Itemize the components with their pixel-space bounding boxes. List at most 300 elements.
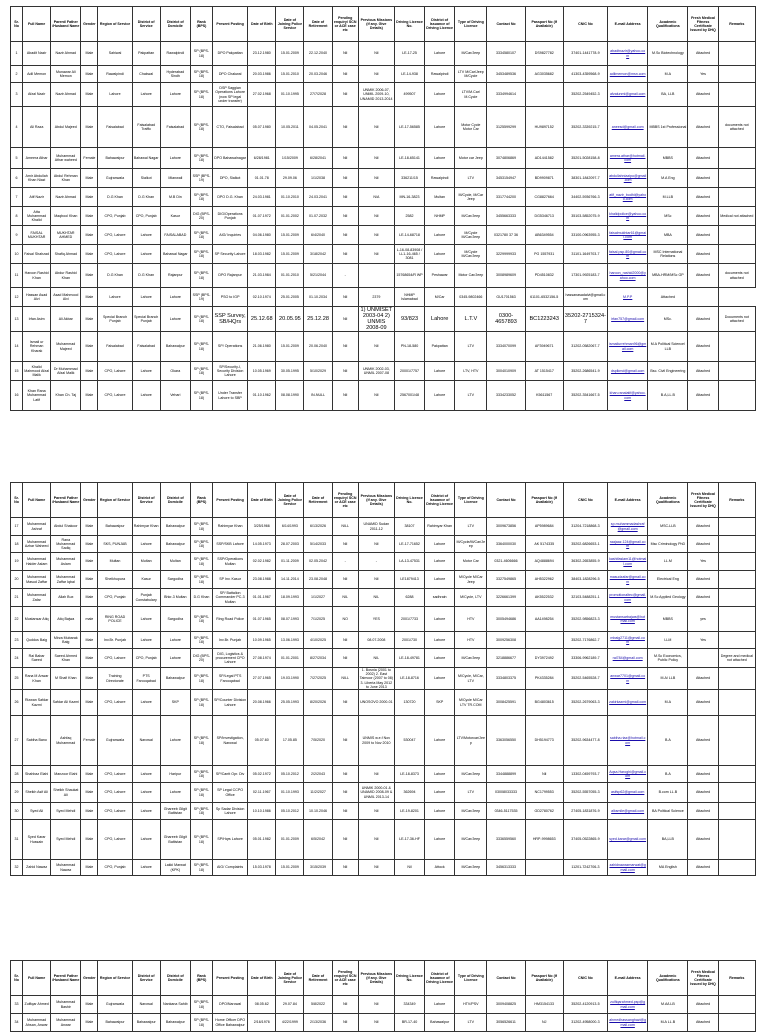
table-cell: 27: [11, 716, 23, 766]
table-cell[interactable]: kashifaslam11@hotmail.com: [608, 553, 648, 571]
table-cell[interactable]: irfan757@gmail.com: [608, 307, 648, 332]
table-cell[interactable]: Aqsa.Haroghi@gmail.com: [608, 766, 648, 783]
table-cell: Nil: [358, 766, 394, 783]
table-cell: Nil: [332, 307, 358, 332]
column-header: Pending enquiry/ SCN or ACE case etc: [332, 483, 358, 518]
table-cell: 35201-5028158-8: [563, 148, 607, 169]
table-cell: AK5522532: [525, 589, 563, 607]
table-cell: [718, 766, 755, 783]
table-cell: 3125599299: [487, 107, 525, 148]
table-cell: 29.09.06: [276, 169, 304, 188]
table-row: [11, 332, 756, 362]
column-header: Date of Retirement: [304, 7, 332, 42]
table-cell: 24: [11, 649, 23, 668]
table-cell: BD9909871: [525, 169, 563, 188]
table-cell: 3364000030: [487, 536, 525, 553]
header-row: [11, 7, 756, 42]
table-cell: Narowal: [132, 996, 160, 1014]
table-cell: Nil: [332, 536, 358, 553]
table-cell: AD1441582: [525, 148, 563, 169]
column-header: Fresh Medical Fitness Certificate Issued by DHQ: [688, 7, 718, 42]
table-cell: Nil: [358, 107, 394, 148]
column-header: Sr. No: [11, 483, 23, 518]
table-cell: Male: [81, 668, 98, 690]
table-cell: M.A: [648, 66, 688, 83]
table-cell: Lahore: [160, 307, 190, 332]
table-cell: 08.08.1990: [276, 381, 304, 411]
table-cell: 15.01.2009: [276, 226, 304, 245]
table-cell[interactable]: anwar7701@gmail.com: [608, 668, 648, 690]
table-cell: SP (BPS-18): [190, 381, 212, 411]
table-cell: M.A LL.B: [648, 1014, 688, 1032]
column-header: Date of Joining Police Service: [276, 961, 304, 996]
table-cell: Msc Criminology PhD: [648, 536, 688, 553]
table-cell: Muhammad Ashraf: [23, 518, 51, 536]
table-cell: Abdul Majeed: [51, 107, 81, 148]
table-cell: Rawalpindi: [425, 169, 455, 188]
table-cell: M.A/ LLB: [648, 668, 688, 690]
column-header: Date of Joining Police Service: [276, 483, 304, 518]
table-cell: 01.01.2001: [276, 649, 304, 668]
table-cell: 14.05.1973: [248, 536, 276, 553]
table-cell: [718, 362, 755, 381]
table-row: [11, 996, 756, 1014]
table-cell: Rizwan Safdar Kazmi: [23, 690, 51, 716]
table-cell: DPO Chakwal: [213, 66, 248, 83]
table-cell[interactable]: haroon_rashid2000@yahoo.com: [608, 264, 648, 288]
column-header: Academic Qualifications: [648, 483, 688, 518]
table-cell: Faisal Shahzad: [23, 245, 51, 264]
column-header: Full Name: [23, 483, 51, 518]
table-cell[interactable]: abadtnazir@yahoo.com: [608, 42, 648, 66]
table-cell: 5/14/2033: [304, 536, 332, 553]
table-cell: Motor Car: [455, 553, 487, 571]
table-cell: Attock: [425, 860, 455, 876]
table-row: [11, 716, 756, 766]
table-cell[interactable]: amera.athar@hotmail.com: [608, 148, 648, 169]
table-cell: Male: [81, 207, 98, 226]
table-cell: Male: [81, 381, 98, 411]
table-cell[interactable]: asifsp62@gmail.com: [608, 783, 648, 803]
table-cell: 10.10.2046: [304, 803, 332, 820]
table-cell[interactable]: khan.ranalatif@yahoo.com: [608, 381, 648, 411]
table-cell: SP (BPS-18): [190, 716, 212, 766]
table-cell: Nil: [332, 83, 358, 107]
table-cell: Nil: [332, 66, 358, 83]
table-cell: D.G Khan: [190, 589, 212, 607]
table-cell[interactable]: rai784@gmail.com: [608, 649, 648, 668]
table-cell[interactable]: mbaig2711@gmail.com: [608, 632, 648, 649]
table-cell: 2: [11, 66, 23, 83]
table-cell: 35202-2715324-7: [563, 307, 607, 332]
table-cell: Bahawalpur: [425, 1014, 455, 1032]
column-header: District of Issuance of Driving Licence: [425, 961, 455, 996]
table-cell: 01.01.1967: [248, 589, 276, 607]
table-cell: Attached: [688, 766, 718, 783]
table-cell[interactable]: faisal.psp.80@gmail.com: [608, 245, 648, 264]
table-row: [11, 83, 756, 107]
table-cell: 37405-0522865-9: [563, 820, 607, 860]
table-cell: 35202-9634477-8: [563, 716, 607, 766]
table-cell: Rahimyar Khan: [132, 518, 160, 536]
table-cell: Ali Raza: [23, 107, 51, 148]
table-cell: Rahimyar Khan: [213, 518, 248, 536]
table-cell[interactable]: khalidpolice@yahoo.com: [608, 207, 648, 226]
table-cell: SP Legal CCPO Office: [213, 783, 248, 803]
table-cell: Electrical Eng: [648, 571, 688, 589]
table-cell[interactable]: afzalunml@gmail.com: [608, 83, 648, 107]
table-cell: Male: [81, 553, 98, 571]
table-cell: 28.07.2003: [276, 536, 304, 553]
table-cell: 29.07.84: [276, 996, 304, 1014]
table-cell: 01.07.2032: [304, 207, 332, 226]
table-cell: 28: [11, 766, 23, 783]
table-cell: 1/1/2027: [304, 589, 332, 607]
table-cell: 24.03.2041: [304, 188, 332, 207]
table-cell: AP5989684: [525, 518, 563, 536]
table-cell[interactable]: zakirkazmi@gmail.com: [608, 690, 648, 716]
column-header: Driving Licence No.: [394, 961, 424, 996]
table-cell: 01.01.2009: [276, 820, 304, 860]
table-cell: 08.05.62: [248, 996, 276, 1014]
table-cell: CG8827664: [525, 188, 563, 207]
table-cell: [718, 518, 755, 536]
table-cell: Rai Babar Saeed: [23, 649, 51, 668]
table-row: [11, 766, 756, 783]
column-header: Type of Driving Licence: [455, 961, 487, 996]
table-cell[interactable]: zahidnawazmarwat@gmail.com: [608, 860, 648, 876]
table-cell[interactable]: promotionaltec@gmail.com: [608, 589, 648, 607]
table-cell: SP (BPS-18): [190, 668, 212, 690]
table-cell: SP (BPS-18): [190, 226, 212, 245]
table-cell: DIG (BPS-20): [190, 207, 212, 226]
table-cell: [718, 169, 755, 188]
table-cell[interactable]: adilmemon@msn.com: [608, 66, 648, 83]
table-cell: Atif Nazir: [23, 188, 51, 207]
column-header: Present Posting: [213, 7, 248, 42]
table-cell: NO: [332, 607, 358, 632]
table-cell: M/Car/Jeep: [455, 803, 487, 820]
table-cell: Muhammad Anwar: [51, 1014, 81, 1032]
table-cell: 05.10.2012: [276, 766, 304, 783]
table-cell[interactable]: atif_nazir_bodhi@yahoo.com: [608, 188, 648, 207]
table-cell: LE-18-8716: [394, 668, 424, 690]
table-cell: 35202-2679063-3: [563, 690, 607, 716]
column-header: Rank (BPS): [190, 7, 212, 42]
table-cell[interactable]: abdullahniazipo@gmail.com: [608, 169, 648, 188]
table-cell: Attached: [688, 716, 718, 766]
table-cell: BG4803615: [525, 690, 563, 716]
table-cell: 38107: [394, 518, 424, 536]
table-cell: M.Sc Biotechnology: [648, 42, 688, 66]
table-cell: SP (BPS-18): [190, 83, 212, 107]
table-cell: Attached: [688, 820, 718, 860]
table-row: [11, 536, 756, 553]
table-cell: Bahawalpur: [160, 1014, 190, 1032]
table-cell: 130720: [394, 690, 424, 716]
table-cell: 4: [11, 107, 23, 148]
table-row: [11, 169, 756, 188]
table-cell: Shahbaz Elahi: [23, 766, 51, 783]
table-cell: Nil: [332, 632, 358, 649]
table-cell: Nazir Ahmad: [51, 188, 81, 207]
table-cell: [718, 332, 755, 362]
table-cell: Faisalabad: [132, 332, 160, 362]
table-cell: BC1223243: [525, 307, 563, 332]
table-cell: RING ROAD POLICE: [98, 607, 132, 632]
table-cell: DPO/Narowal: [213, 996, 248, 1014]
table-cell: M/Car: [425, 288, 455, 307]
table-cell: Nil: [358, 148, 394, 169]
table-cell: M.Sc Economics, Public Policy: [648, 649, 688, 668]
table-cell: Narowal: [132, 716, 160, 766]
table-cell: 23.12.1980: [248, 42, 276, 66]
table-cell: Nil: [332, 381, 358, 411]
table-cell: Lahore: [425, 42, 455, 66]
table-cell: 21: [11, 589, 23, 607]
table-cell: Nil: [358, 226, 394, 245]
table-cell[interactable]: dsplkmd@gmail.com: [608, 362, 648, 381]
table-cell: 25.12.68: [248, 307, 276, 332]
table-cell: 21.06.1980: [248, 332, 276, 362]
table-cell: [718, 820, 755, 860]
table-cell: Yes: [688, 66, 718, 83]
table-cell: Rajanpur: [160, 264, 190, 288]
table-cell: 11: [11, 264, 23, 288]
table-cell: Nil: [332, 332, 358, 362]
column-header: Passport No (If Available): [525, 483, 563, 518]
table-cell: Special Branch Punjab: [98, 307, 132, 332]
table-cell: SKP: [425, 690, 455, 716]
table-row: [11, 589, 756, 607]
table-cell: Muhammad Zaffar Iqbal: [51, 571, 81, 589]
table-cell: [718, 188, 755, 207]
table-cell: Ghareeb Gilgit Baltistan: [160, 820, 190, 860]
table-cell[interactable]: sabiha.riaz@hotmail.com: [608, 716, 648, 766]
table-cell: Nil: [332, 690, 358, 716]
table-cell: Lahore: [425, 716, 455, 766]
table-cell: SP/Counter Division Lahore: [213, 690, 248, 716]
table-cell: FAISAL MUKHTAR: [23, 226, 51, 245]
table-cell: 10.09.1965: [248, 632, 276, 649]
table-cell: 05.01.1982: [248, 820, 276, 860]
table-row: [11, 1014, 756, 1032]
table-cell[interactable]: ismailurrehman96@gmail.com: [608, 332, 648, 362]
table-cell: Nil: [332, 716, 358, 766]
table-cell: 01.11.2009: [276, 553, 304, 571]
table-cell: 3005494686: [487, 607, 525, 632]
table-cell: CPO, Punjab: [98, 207, 132, 226]
column-header: CNIC No: [563, 483, 607, 518]
table-cell: 13302-0459793-7: [563, 766, 607, 783]
table-cell: HM3154133: [525, 996, 563, 1014]
table-cell: 15.03.1978: [248, 860, 276, 876]
table-cell: 10.05.2011: [276, 107, 304, 148]
table-cell: LTV/Motorcar/Jeep: [455, 716, 487, 766]
table-row: [11, 649, 756, 668]
table-cell: 4/22/1999: [276, 1014, 304, 1032]
table-cell: PSO to IGP: [213, 288, 248, 307]
table-cell[interactable]: mustansarbajwa@hotmail.com: [608, 607, 648, 632]
table-cell: Abdul Shakoor: [51, 518, 81, 536]
table-cell: Male: [81, 690, 98, 716]
table-cell[interactable]: sp.muhammadashraf@gmail.com: [608, 518, 648, 536]
table-page-3: [10, 960, 756, 1027]
table-cell: 08.07.1993: [276, 607, 304, 632]
table-cell: Lahore: [425, 766, 455, 783]
table-cell: SP (BPS-18): [190, 518, 212, 536]
table-cell: Sabiha Bano: [23, 716, 51, 766]
table-cell: Male: [81, 766, 98, 783]
table-cell: Rahimyar Khan: [425, 518, 455, 536]
table-cell: Peshawar: [425, 264, 455, 288]
table-cell: NJ: [525, 1014, 563, 1032]
table-cell: 02.10.1974: [248, 288, 276, 307]
table-cell[interactable]: syed.karar@gmail.com: [608, 820, 648, 860]
table-cell: Medical not attached: [718, 207, 755, 226]
table-cell: Muhammad Bashir: [51, 996, 81, 1014]
table-cell: Multan: [132, 553, 160, 571]
table-cell: 8/20/2026: [304, 690, 332, 716]
table-cell: 01.10.1995: [276, 83, 304, 107]
table-cell: 27/7/2028: [304, 83, 332, 107]
table-cell: 20.06.2040: [304, 332, 332, 362]
table-cell: 2/13/2036: [304, 1014, 332, 1032]
table-cell: 3453489536: [487, 66, 525, 83]
table-cell: Muhammad Athar waheed: [51, 148, 81, 169]
table-cell: 6288: [394, 589, 424, 607]
table-cell: SP Security Lahore: [213, 245, 248, 264]
table-cell: Lahore: [132, 607, 160, 632]
table-cell: Female: [81, 716, 98, 766]
table-cell: CPO, Lahore: [98, 226, 132, 245]
table-cell: 35202-3339215-7: [563, 107, 607, 148]
table-cell: Lahore: [132, 226, 160, 245]
table-cell: Sargodha: [160, 571, 190, 589]
table-cell: [718, 226, 755, 245]
column-header: Type of Driving Licence: [455, 7, 487, 42]
table-cell: M/Cycle M/Car/Jeep: [455, 245, 487, 264]
table-cell: 6/28/1981: [248, 148, 276, 169]
table-cell: LTV/M.Car/ M.Cycle: [455, 83, 487, 107]
table-cell: DG5346713: [525, 207, 563, 226]
table-cell: YES: [358, 607, 394, 632]
table-cell: AIG/ Inquiries: [213, 226, 248, 245]
table-cell: Khan Rana Muhammad Latif: [23, 381, 51, 411]
table-cell: Lahore: [160, 649, 190, 668]
table-cell: Nil: [358, 381, 394, 411]
table-cell: NHMP Islamabad: [394, 288, 424, 307]
table-cell: 12: [11, 288, 23, 307]
column-header: Previous Missions (if any. Give Details): [358, 7, 394, 42]
table-cell[interactable]: M.P.P: [608, 288, 648, 307]
table-cell: [718, 996, 755, 1014]
table-cell: 15: [11, 362, 23, 381]
table-cell: Munawar Ali Memon: [51, 66, 81, 83]
table-cell: 05.02.1972: [248, 766, 276, 783]
table-cell: Male: [81, 803, 98, 820]
column-header: E-mail Address: [608, 483, 648, 518]
table-cell: 27.02.1968: [248, 83, 276, 107]
table-cell[interactable]: aneesd@gmail.com: [608, 107, 648, 148]
table-cell: [718, 716, 755, 766]
table-cell[interactable]: ahmedhassanghazi@gmail.com: [608, 1014, 648, 1032]
table-cell: 22: [11, 607, 23, 632]
table-cell: Sheikh Shaukat Ali: [51, 783, 81, 803]
table-cell: Irfan Asim: [23, 307, 51, 332]
table-cell: CPO, Punjab: [132, 207, 160, 226]
table-body: [11, 996, 756, 1032]
table-cell: Sheikhupura: [98, 571, 132, 589]
table-cell: Male: [81, 820, 98, 860]
table-cell: 3455663333: [487, 207, 525, 226]
table-cell: D.G Khan: [132, 264, 160, 288]
table-cell: 17.05.85: [276, 716, 304, 766]
table-cell: Training Directorate: [98, 668, 132, 690]
table-cell[interactable]: alksmile@gmail.com: [608, 803, 648, 820]
table-cell: [688, 288, 718, 307]
table-cell[interactable]: faisalmukhtar61@gmail.com: [608, 226, 648, 245]
table-cell: 31202-4958000-3: [563, 1014, 607, 1032]
table-cell: PK4335284: [525, 668, 563, 690]
table-cell: 20.03.2046: [304, 66, 332, 83]
table-cell: SSP/SKB Lahore: [213, 536, 248, 553]
table-cell: Syed Mehdi: [51, 820, 81, 860]
table-cell: Muhammad Ahsan, Anwar: [23, 1014, 51, 1032]
table-cell: 35202-6826653-1: [563, 536, 607, 553]
table-cell: CPO, Punjab: [98, 860, 132, 876]
table-cell: -: [358, 553, 394, 571]
table-cell: 1/1/2038: [304, 169, 332, 188]
table-cell: Mianwali: [160, 169, 190, 188]
table-cell: documents not attached: [718, 264, 755, 288]
table-cell: Bahawalpur: [98, 1014, 132, 1032]
table-cell: Lahore: [425, 632, 455, 649]
table-row: [11, 207, 756, 226]
table-cell: [718, 632, 755, 649]
table-cell: Ali Akbar: [51, 307, 81, 332]
table-cell: [718, 860, 755, 876]
table-cell: 3004010909: [487, 362, 525, 381]
table-cell: 6: [11, 169, 23, 188]
table-row: [11, 245, 756, 264]
table-cell[interactable]: raajaaz.124@gmail.com: [608, 536, 648, 553]
table-cell: M/Car/Jeep: [455, 42, 487, 66]
table-cell: Lahore: [425, 307, 455, 332]
table-cell[interactable]: masudzafar@gmail.com: [608, 571, 648, 589]
table-cell[interactable]: zulfiqarahmed.psp@gmail.com: [608, 996, 648, 1014]
table-cell: Nil: [358, 169, 394, 188]
table-cell: Atiq Bajwa: [51, 607, 81, 632]
table-cell: 31101-1649703-7: [563, 245, 607, 264]
table-cell: 3334233052: [487, 381, 525, 411]
table-cell: Attached: [688, 264, 718, 288]
table-cell: sadhrain: [425, 589, 455, 607]
table-cell: 334349: [394, 996, 424, 1014]
column-header: Rank (BPS): [190, 961, 212, 996]
table-cell: Sp Sadar Division Lahore: [213, 803, 248, 820]
table-cell: B.com LL.B: [648, 783, 688, 803]
table-cell: M/Cycle M/Car/Jeep: [455, 226, 487, 245]
table-cell: 15.01.2009: [276, 42, 304, 66]
table-cell: M.LLB: [648, 188, 688, 207]
table-cell: SP (BPS-18): [190, 307, 212, 332]
table-cell: Male: [81, 83, 98, 107]
table-cell: B.A: [648, 716, 688, 766]
table-cell: 5/8/2022: [304, 996, 332, 1014]
table-cell: 17301-9925183-7: [563, 264, 607, 288]
table-cell: 3/18/2042: [304, 245, 332, 264]
